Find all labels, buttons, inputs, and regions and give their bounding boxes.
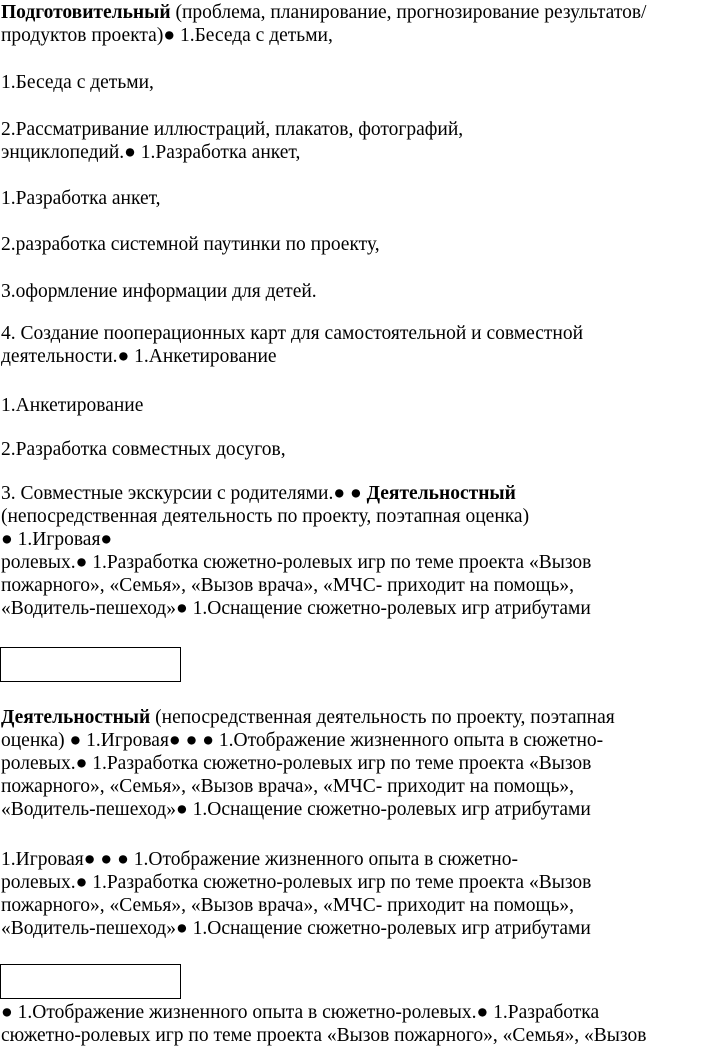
text-line: [1, 505, 701, 528]
paragraph: [1, 322, 701, 368]
text-line: [1, 345, 701, 368]
text-run: 3. Совместные экскурсии с родителями.● ●: [1, 483, 367, 504]
text-run: пожарного», «Семья», «Вызов врача», «МЧС- приходит на помощь»,: [1, 575, 575, 596]
text-line: [1, 775, 701, 798]
text-line: [1, 597, 701, 620]
text-run: ролевых.● 1.Разработка сюжетно-ролевых игр по теме проекта «Вызов: [1, 552, 592, 573]
text-run: сюжетно-ролевых игр по теме проекта «Вызов пожарного», «Семья», «Вызов: [1, 1025, 647, 1046]
paragraph-activity: [1, 706, 701, 821]
text-run: 1.Разработка анкет,: [1, 188, 161, 209]
text-line: [1, 187, 701, 210]
text-run: 3.оформление информации для детей.: [1, 281, 317, 302]
paragraph: [1, 187, 701, 210]
text-run: деятельности.● 1.Анкетирование: [1, 346, 277, 367]
text-line: [1, 752, 701, 775]
text-line: [1, 233, 701, 256]
text-line: [1, 1024, 701, 1047]
text-line: [1, 1001, 701, 1024]
text-run: 2.разработка системной паутинки по проекту,: [1, 234, 380, 255]
text-line: [1, 24, 701, 47]
text-line: [1, 706, 701, 729]
text-run: (проблема, планирование, прогнозирование результатов/: [170, 2, 647, 23]
text-run: (непосредственная деятельность по проекту, поэтапная: [150, 707, 615, 728]
text-line: [1, 917, 701, 940]
text-run: 2.Разработка совместных досугов,: [1, 439, 286, 460]
text-line: [1, 71, 701, 94]
empty-cell-box: [0, 647, 181, 682]
text-line: [1, 894, 701, 917]
text-line: [1, 528, 701, 551]
text-line: [1, 574, 701, 597]
paragraph: [1, 280, 701, 303]
text-run: 2.Рассматривание иллюстраций, плакатов, фотографий,: [1, 119, 464, 140]
text-line: [1, 280, 701, 303]
text-line: [1, 551, 701, 574]
paragraph: [1, 394, 701, 417]
text-run: энциклопедий.● 1.Разработка анкет,: [1, 142, 301, 163]
text-run: ● 1.Игровая●: [1, 529, 113, 550]
paragraph: [1, 71, 701, 94]
text-line: [1, 394, 701, 417]
bold-heading-text: Подготовительный: [1, 2, 171, 23]
text-run: (непосредственная деятельность по проекту, поэтапная оценка): [1, 506, 530, 527]
text-run: 1.Анкетирование: [1, 395, 144, 416]
paragraph: [1, 438, 701, 461]
paragraph-preparatory: [1, 1, 701, 47]
text-line: [1, 482, 701, 505]
text-run: оценка) ● 1.Игровая● ● ● 1.Отображение жизненного опыта в сюжетно-: [1, 730, 604, 751]
text-run: пожарного», «Семья», «Вызов врача», «МЧС- приходит на помощь»,: [1, 895, 575, 916]
text-line: [1, 118, 701, 141]
empty-cell-box: [0, 964, 181, 999]
bold-heading-text: Деятельностный: [366, 483, 516, 504]
text-line: [1, 848, 701, 871]
text-run: ● 1.Отображение жизненного опыта в сюжетно-ролевых.● 1.Разработка: [1, 1002, 600, 1023]
paragraph-bullets: [1, 1001, 701, 1047]
paragraph: [1, 233, 701, 256]
text-run: продуктов проекта)● 1.Беседа с детьми,: [1, 25, 333, 46]
paragraph: [1, 118, 701, 164]
text-run: 1.Игровая● ● ● 1.Отображение жизненного опыта в сюжетно-: [1, 849, 518, 870]
text-run: «Водитель-пешеход»● 1.Оснащение сюжетно-ролевых игр атрибутами: [1, 598, 591, 619]
text-run: 4. Создание пооперационных карт для самостоятельной и совместной: [1, 323, 584, 344]
bold-heading-text: Деятельностный: [1, 707, 151, 728]
text-line: [1, 871, 701, 894]
paragraph-activity-intro: [1, 482, 701, 620]
text-line: [1, 141, 701, 164]
text-line: [1, 798, 701, 821]
paragraph-game: [1, 848, 701, 940]
text-run: «Водитель-пешеход»● 1.Оснащение сюжетно-ролевых игр атрибутами: [1, 918, 591, 939]
text-line: [1, 438, 701, 461]
text-run: ролевых.● 1.Разработка сюжетно-ролевых игр по теме проекта «Вызов: [1, 753, 592, 774]
text-run: ролевых.● 1.Разработка сюжетно-ролевых игр по теме проекта «Вызов: [1, 872, 592, 893]
text-line: [1, 729, 701, 752]
text-run: 1.Беседа с детьми,: [1, 72, 154, 93]
text-line: [1, 1, 701, 24]
text-run: «Водитель-пешеход»● 1.Оснащение сюжетно-ролевых игр атрибутами: [1, 799, 591, 820]
text-run: пожарного», «Семья», «Вызов врача», «МЧС- приходит на помощь»,: [1, 776, 575, 797]
text-line: [1, 322, 701, 345]
